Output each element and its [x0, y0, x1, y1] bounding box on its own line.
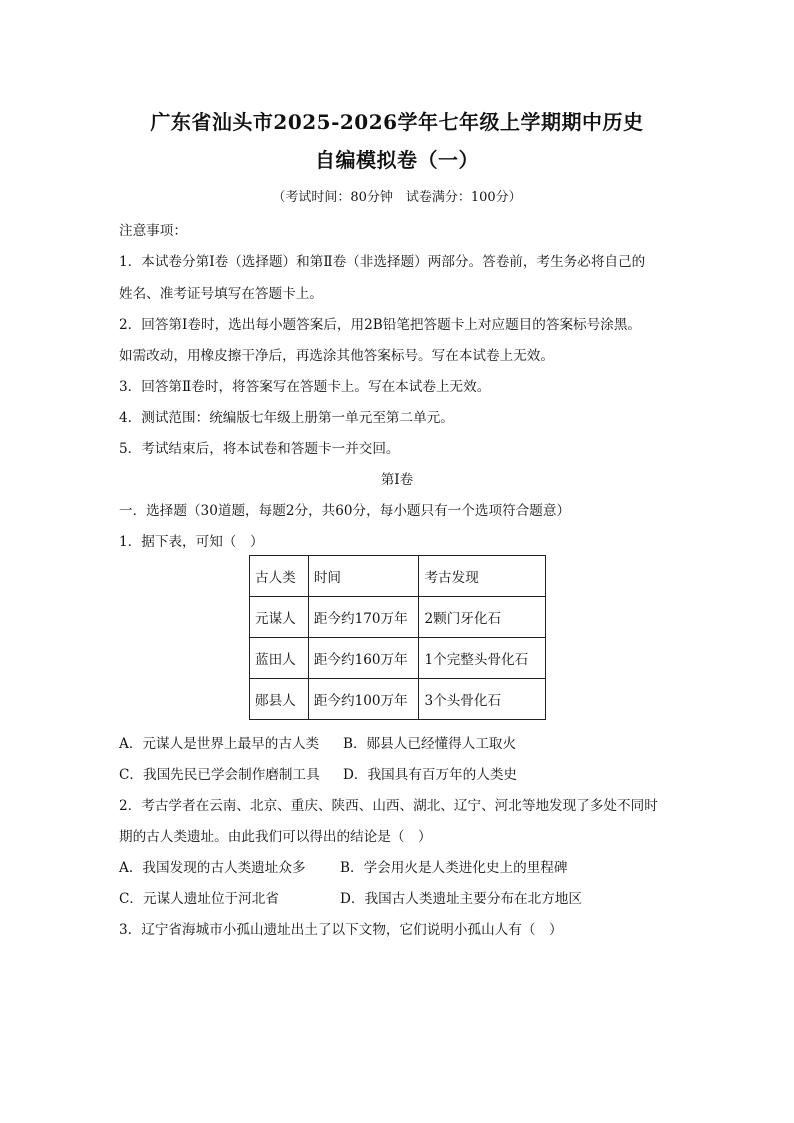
- table-header-cell: 考古发现: [419, 556, 546, 597]
- option-d[interactable]: D．我国古人类遗址主要分布在北方地区: [340, 891, 582, 907]
- question-2-options-row1: [119, 856, 568, 876]
- note-line: 4．测试范围：统编版七年级上册第一单元至第二单元。: [119, 410, 454, 426]
- table-cell: 距今约100万年: [308, 679, 419, 720]
- note-line: 3．回答第Ⅱ卷时，将答案写在答题卡上。写在本试卷上无效。: [119, 379, 491, 395]
- table-cell: 蓝田人: [250, 638, 309, 679]
- option-b[interactable]: B．郧县人已经懂得人工取火: [343, 736, 517, 752]
- note-line: 姓名、准考证号填写在答题卡上。: [119, 286, 323, 302]
- exam-title-line2: 自编模拟卷（一）: [315, 148, 479, 172]
- exam-info: （考试时间：80分钟 试卷满分：100分）: [272, 190, 522, 205]
- table-row: [250, 638, 546, 679]
- table-cell: 距今约170万年: [308, 597, 419, 638]
- question-2-stem-line1: 2．考古学者在云南、北京、重庆、陕西、山西、湖北、辽宁、河北等地发现了多处不同时: [119, 798, 658, 814]
- table-row: [250, 597, 546, 638]
- exam-title-line1: 广东省汕头市2025-2026学年七年级上学期期中历史: [150, 110, 644, 134]
- notes-heading: 注意事项：: [119, 223, 187, 239]
- table-cell: 2颗门牙化石: [419, 597, 546, 638]
- hominid-table: [249, 555, 546, 720]
- question-1-stem: 1．据下表，可知（ ）: [119, 534, 264, 550]
- question-2-options-row2: [119, 887, 582, 907]
- option-c[interactable]: C．元谋人遗址位于河北省: [119, 891, 279, 907]
- table-cell: 3个头骨化石: [419, 679, 546, 720]
- note-line: 如需改动，用橡皮擦干净后，再选涂其他答案标号。写在本试卷上无效。: [119, 348, 554, 364]
- option-c[interactable]: C．我国先民已学会制作磨制工具: [119, 767, 320, 783]
- option-d[interactable]: D．我国具有百万年的人类史: [343, 767, 518, 783]
- table-cell: 1个完整头骨化石: [419, 638, 546, 679]
- table-cell: 郧县人: [250, 679, 309, 720]
- table-header-row: [250, 556, 546, 597]
- note-line: 2．回答第Ⅰ卷时，选出每小题答案后，用2B铅笔把答题卡上对应题目的答案标号涂黑。: [119, 317, 642, 333]
- table-cell: 距今约160万年: [308, 638, 419, 679]
- volume-heading: 第Ⅰ卷: [380, 472, 414, 488]
- question-1-options-row1: [119, 732, 516, 752]
- question-2-stem-line2: 期的古人类遗址。由此我们可以得出的结论是（ ）: [119, 829, 432, 845]
- table-header-cell: 古人类: [250, 556, 309, 597]
- question-3-stem: 3．辽宁省海城市小孤山遗址出土了以下文物，它们说明小孤山人有（ ）: [119, 922, 563, 938]
- table-cell: 元谋人: [250, 597, 309, 638]
- option-a[interactable]: A．我国发现的古人类遗址众多: [119, 860, 306, 876]
- option-a[interactable]: A．元谋人是世界上最早的古人类: [119, 736, 320, 752]
- table-row: [250, 679, 546, 720]
- note-line: 1．本试卷分第Ⅰ卷（选择题）和第Ⅱ卷（非选择题）两部分。答卷前，考生务必将自己的: [119, 254, 646, 270]
- part-heading: 一．选择题（30道题，每题2分，共60分，每小题只有一个选项符合题意）: [119, 503, 571, 519]
- option-b[interactable]: B．学会用火是人类进化史上的里程碑: [340, 860, 568, 876]
- note-line: 5．考试结束后，将本试卷和答题卡一并交回。: [119, 441, 400, 457]
- table-header-cell: 时间: [308, 556, 419, 597]
- question-1-options-row2: [119, 763, 517, 783]
